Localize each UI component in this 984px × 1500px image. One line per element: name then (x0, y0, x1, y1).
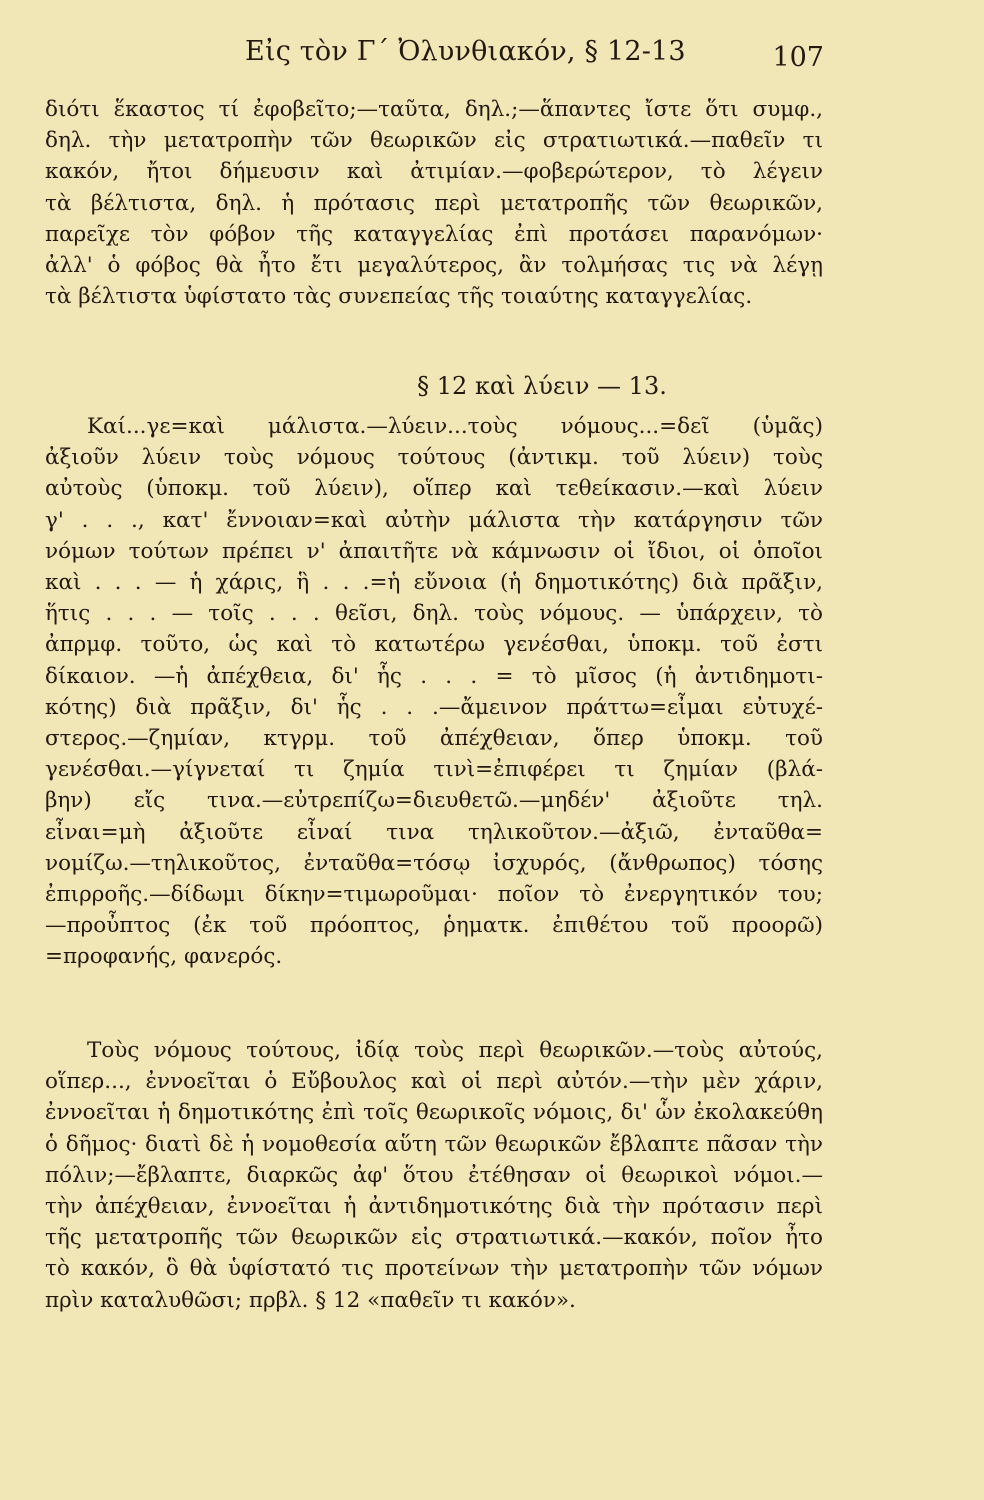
text-line: Τοὺς νόμους τούτους, ἰδίᾳ τοὺς περὶ θεωρικῶν.—τοὺς αὐτούς, (87, 1038, 823, 1063)
text-line: γενέσθαι.—γίγνεταί τι ζημία τινὶ=ἐπιφέρει τι ζημίαν (βλά- (45, 757, 823, 783)
text-line: πρὶν καταλυθῶσι; πρβλ. § 12 «παθεῖν τι κακόν». (45, 1287, 576, 1313)
text-line: αὐτοὺς (ὑποκμ. τοῦ λύειν), οἵπερ καὶ τεθείκασιν.—καὶ λύειν (45, 476, 823, 502)
text-line: Καί...γε=καὶ μάλιστα.—λύειν...τοὺς νόμους...=δεῖ (ὑμᾶς) (87, 414, 823, 439)
text-line: ἀξιοῦν λύειν τοὺς νόμους τούτους (ἀντικμ. τοῦ λύειν) τοὺς (45, 445, 823, 471)
text-line: δίκαιον. —ἡ ἀπέχθεια, δι' ἧς . . . = τὸ μῖσος (ἡ ἀντιδημοτι- (45, 663, 823, 689)
text-line: ἐννοεῖται ἡ δημοτικότης ἐπὶ τοῖς θεωρικοῖς νόμοις, δι' ὧν ἐκολακεύθη (45, 1100, 823, 1126)
text-line: τὰ βέλτιστα, δηλ. ἡ πρότασις περὶ μετατροπῆς τῶν θεωρικῶν, (45, 190, 823, 216)
text-line: ὁ δῆμος· διατὶ δὲ ἡ νομοθεσία αὕτη τῶν θεωρικῶν ἔβλαπτε πᾶσαν τὴν (45, 1131, 823, 1157)
running-title: Εἰς τὸν Γ΄ Ὀλυνθιακόν, § 12-13 (245, 36, 686, 67)
page-number: 107 (772, 42, 824, 73)
text-line: δηλ. τὴν μετατροπὴν τῶν θεωρικῶν εἰς στρατιωτικά.—παθεῖν τι (45, 128, 823, 154)
text-line: βην) εἴς τινα.—εὐτρεπίζω=διευθετῶ.—μηδέν' ἀξιοῦτε τηλ. (45, 788, 823, 814)
text-line: διότι ἕκαστος τί ἐφοβεῖτο;—ταῦτα, δηλ.;—ἅπαντες ἴστε ὅτι συμφ., (45, 97, 823, 122)
text-line: οἵπερ..., ἐννοεῖται ὁ Εὔβουλος καὶ οἱ περὶ αὐτόν.—τὴν μὲν χάριν, (45, 1069, 823, 1095)
text-line: παρεῖχε τὸν φόβον τῆς καταγγελίας ἐπὶ προτάσει παρανόμων· (45, 221, 823, 247)
paragraph-3 (45, 1035, 823, 1316)
text-line: τῆς μετατροπῆς τῶν θεωρικῶν εἰς στρατιωτικά.—κακόν, ποῖον ἦτο (45, 1225, 823, 1251)
text-line: ἀπρμφ. τοῦτο, ὡς καὶ τὸ κατωτέρω γενέσθαι, ὑποκμ. τοῦ ἐστι (45, 632, 823, 658)
text-line: =προφανής, φανερός. (45, 944, 283, 970)
text-line: νόμων τούτων πρέπει ν' ἀπαιτῆτε νὰ κάμνωσιν οἱ ἴδιοι, οἱ ὁποῖοι (45, 538, 823, 564)
text-line: τὰ βέλτιστα ὑφίστατο τὰς συνεπείας τῆς τοιαύτης καταγγελίας. (45, 284, 753, 310)
section-heading: § 12 καὶ λύειν — 13. (417, 372, 667, 400)
text-line: τὴν ἀπέχθειαν, ἐννοεῖται ἡ ἀντιδημοτικότης διὰ τὴν πρότασιν περὶ (45, 1194, 823, 1220)
text-line: νομίζω.—τηλικοῦτος, ἐνταῦθα=τόσῳ ἰσχυρός, (ἄνθρωπος) τόσης (45, 850, 823, 876)
paragraph-1 (45, 94, 823, 312)
text-line: —προὖπτος (ἐκ τοῦ πρόοπτος, ῥηματκ. ἐπιθέτου τοῦ προορῶ) (45, 913, 823, 939)
text-line: ἐπιρροῆς.—δίδωμι δίκην=τιμωροῦμαι· ποῖον τὸ ἐνεργητικόν του; (45, 882, 823, 908)
text-line: κότης) διὰ πρᾶξιν, δι' ἧς . . .—ἄμεινον πράττω=εἶμαι εὐτυχέ- (45, 694, 823, 720)
text-line: κακόν, ἤτοι δήμευσιν καὶ ἀτιμίαν.—φοβερώτερον, τὸ λέγειν (45, 159, 823, 185)
text-line: πόλιν;—ἔβλαπτε, διαρκῶς ἀφ' ὅτου ἐτέθησαν οἱ θεωρικοὶ νόμοι.— (45, 1162, 823, 1188)
paragraph-2 (45, 411, 823, 973)
text-line: εἶναι=μὴ ἀξιοῦτε εἶναί τινα τηλικοῦτον.—ἀξιῶ, ἐνταῦθα= (45, 819, 823, 845)
text-line: ἥτις . . . — τοῖς . . . θεῖσι, δηλ. τοὺς νόμους. — ὑπάρχειν, τὸ (45, 601, 823, 627)
text-line: στερος.—ζημίαν, κτγρμ. τοῦ ἀπέχθειαν, ὅπερ ὑποκμ. τοῦ (45, 726, 823, 752)
text-line: τὸ κακόν, ὃ θὰ ὑφίστατό τις προτείνων τὴν μετατροπὴν τῶν νόμων (45, 1256, 823, 1282)
text-line: γ' . . ., κατ' ἔννοιαν=καὶ αὐτὴν μάλιστα τὴν κατάργησιν τῶν (45, 507, 823, 533)
text-line: ἀλλ' ὁ φόβος θὰ ἦτο ἔτι μεγαλύτερος, ἂν τολμήσας τις νὰ λέγῃ (45, 253, 823, 279)
text-line: καὶ . . . — ἡ χάρις, ἣ . . .=ἡ εὔνοια (ἡ δημοτικότης) διὰ πρᾶξιν, (45, 570, 823, 596)
